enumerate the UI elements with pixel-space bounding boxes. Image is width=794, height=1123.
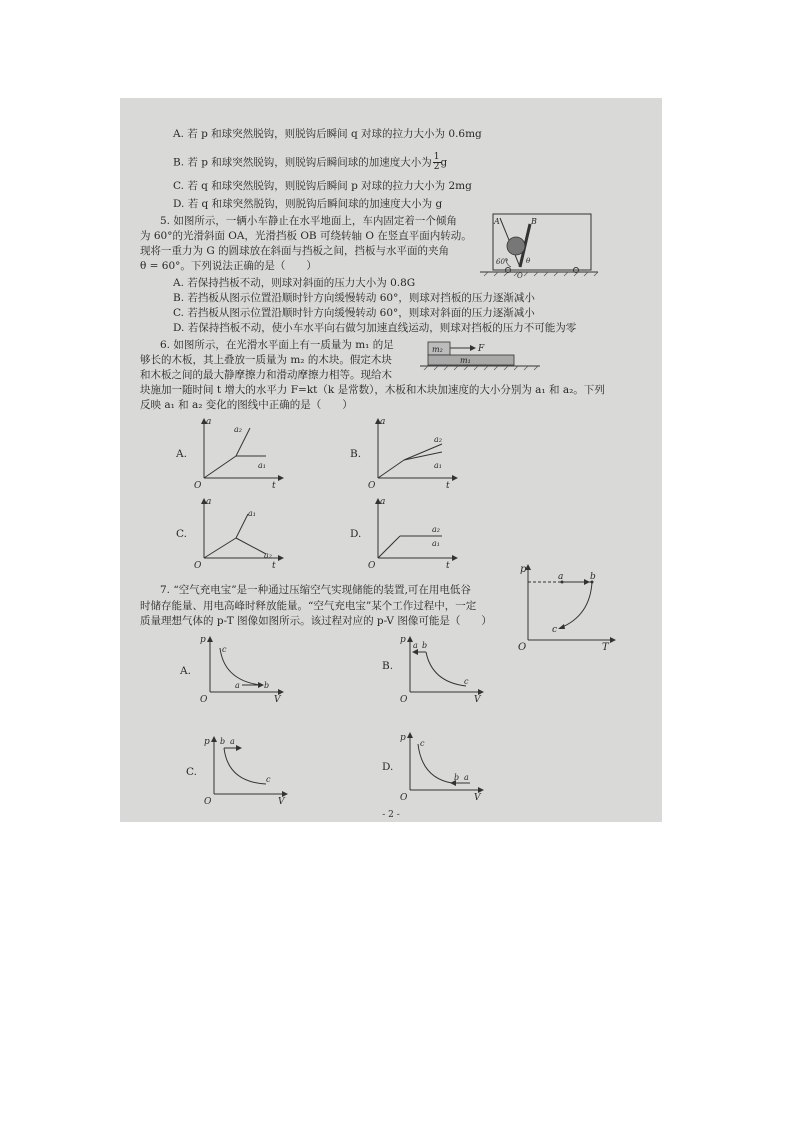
q6-letter-a: A. [176, 448, 187, 460]
label-a2: a₂ [234, 425, 242, 434]
q7-letter-d: D. [382, 761, 394, 773]
ball [507, 237, 525, 255]
label-b: B [531, 217, 537, 226]
origin-label: O [200, 695, 208, 705]
label-m2: m₂ [432, 345, 443, 354]
label-c: c [266, 775, 271, 784]
label-o: O [517, 272, 523, 280]
label-a: a [235, 681, 240, 690]
label-a2: a₂ [432, 525, 440, 534]
axis-y-label: p [520, 564, 527, 575]
label-c: c [222, 645, 227, 654]
q6-graph-c [194, 496, 284, 570]
label-angle: 60° [496, 258, 509, 266]
label-b: b [264, 681, 270, 690]
q7-letter-c: C. [186, 766, 197, 778]
q5-option-c: C. 若挡板从图示位置沿顺时针方向缓慢转动 60°，则球对斜面的压力逐渐减小 [173, 307, 535, 319]
axis-y-label: p [200, 635, 206, 645]
label-a2: a₂ [264, 551, 272, 560]
axis-x-label: t [446, 561, 450, 570]
axis-y-label: p [400, 733, 406, 743]
q5-option-d: D. 若保持挡板不动，使小车水平向右做匀加速直线运动，则球对挡板的压力不可能为零 [173, 322, 577, 334]
label-a1: a₁ [434, 461, 442, 470]
q6-graph-b [368, 416, 458, 490]
q7-stem-line3: 质量理想气体的 p-T 图像如图所示。该过程对应的 p-V 图像可能是（ ） [140, 615, 492, 627]
label-a: a [558, 572, 564, 582]
label-theta: θ [526, 257, 531, 265]
axis-x-label: V [274, 695, 281, 705]
label-a: a [413, 641, 418, 650]
q7-graph-b [400, 632, 490, 706]
origin-label: O [194, 481, 202, 490]
q5-stem-line2: 为 60°的光滑斜面 OA，光滑挡板 OB 可绕转轴 O 在竖直平面内转动。 [140, 230, 472, 242]
q5-option-b: B. 若挡板从图示位置沿顺时针方向缓慢转动 60°，则球对挡板的压力逐渐减小 [173, 292, 535, 304]
q6-stem-line2: 够长的木板，其上叠放一质量为 m₂ 的木块。假定木块 [140, 354, 392, 366]
q7-stem-line1: 7. “空气充电宝”是一种通过压缩空气实现储能的装置,可在用电低谷 [160, 584, 471, 596]
fraction-denominator: 2 [433, 162, 440, 172]
q6-stem-line4: 块施加一随时间 t 增大的水平力 F=kt（k 是常数），木板和木块加速度的大小分别为 a₁ 和 a₂。下列 [140, 384, 605, 396]
q7-letter-a: A. [180, 665, 191, 677]
q5-option-a: A. 若保持挡板不动，则球对斜面的压力大小为 0.8G [173, 277, 416, 289]
label-a1: a₁ [432, 539, 440, 548]
q4-option-a: A. 若 p 和球突然脱钩，则脱钩后瞬间 q 对球的拉力大小为 0.6mg [173, 128, 482, 140]
q6-stem-line5: 反映 a₁ 和 a₂ 变化的图线中正确的是（ ） [140, 399, 353, 411]
label-a: A [494, 217, 500, 226]
q6-block-figure [420, 338, 545, 374]
axis-y-label: a [206, 497, 212, 507]
q4-option-b-text: B. 若 p 和球突然脱钩，则脱钩后瞬间球的加速度大小为 [173, 156, 432, 169]
q6-letter-d: D. [350, 528, 362, 540]
axis-x-label: V [474, 695, 481, 705]
axis-y-label: p [400, 635, 406, 645]
q5-cart-figure [480, 210, 600, 282]
axis-x-label: V [278, 797, 285, 807]
label-a: a [230, 737, 235, 746]
q7-stem-line2: 时储存能量、用电高峰时释放能量。“空气充电宝”某个工作过程中，一定 [140, 600, 477, 612]
label-b: b [454, 773, 460, 782]
label-m1: m₁ [460, 356, 471, 365]
q6-letter-b: B. [350, 448, 362, 460]
axis-y-label: a [380, 417, 386, 427]
origin-label: O [400, 793, 408, 803]
origin-label: O [368, 561, 376, 570]
q6-stem-line3: 和木板之间的最大静摩擦力和滑动摩擦力相等。现给木 [140, 369, 392, 381]
q7-graph-d [400, 728, 490, 804]
axis-x-label: t [446, 481, 450, 490]
q6-graph-d [368, 496, 458, 570]
q5-stem-line4: θ = 60°。下列说法正确的是（ ） [140, 260, 317, 272]
label-c: c [420, 739, 425, 748]
axis-y-label: a [380, 497, 386, 507]
label-a2: a₂ [434, 435, 442, 444]
axis-x-label: V [474, 793, 481, 803]
q6-letter-c: C. [176, 528, 187, 540]
axis-x-label: T [602, 642, 609, 652]
label-b: b [422, 641, 428, 650]
q4-option-d: D. 若 q 和球突然脱钩，则脱钩后瞬间球的加速度大小为 g [173, 198, 443, 210]
label-b: b [220, 737, 226, 746]
axis-x-label: t [272, 481, 276, 490]
label-a1: a₁ [248, 509, 256, 518]
axis-y-label: p [204, 737, 210, 747]
label-c: c [464, 677, 469, 686]
origin-label: O [204, 797, 212, 807]
axis-x-label: t [272, 561, 276, 570]
fraction [433, 153, 441, 172]
axis-y-label: a [206, 417, 212, 427]
q7-pt-graph [518, 560, 618, 652]
q6-graph-a [194, 416, 284, 490]
q7-graph-a [198, 632, 288, 706]
q4-option-b [173, 153, 447, 172]
label-c: c [552, 625, 558, 635]
q6-stem-line1: 6. 如图所示，在光滑水平面上有一质量为 m₁ 的足 [160, 339, 394, 351]
label-b: b [590, 572, 596, 582]
label-f: F [478, 344, 485, 354]
label-a: a [464, 773, 469, 782]
label-a1: a₁ [258, 461, 266, 470]
origin-label: O [400, 695, 408, 705]
q7-letter-b: B. [382, 660, 394, 672]
origin-label: O [518, 642, 527, 652]
q4-option-b-unit: g [440, 156, 448, 169]
q7-graph-c [204, 732, 294, 808]
origin-label: O [368, 481, 376, 490]
origin-label: O [194, 561, 202, 570]
q5-stem-line3: 现将一重力为 G 的圆球放在斜面与挡板之间，挡板与水平面的夹角 [140, 245, 450, 257]
q5-stem-line1: 5. 如图所示，一辆小车静止在水平地面上，车内固定着一个倾角 [160, 215, 457, 227]
fraction-numerator: 1 [433, 152, 440, 162]
scanned-page [120, 98, 662, 822]
page-number: - 2 - [382, 810, 400, 820]
q4-option-c: C. 若 q 和球突然脱钩，则脱钩后瞬间 p 对球的拉力大小为 2mg [173, 180, 472, 192]
